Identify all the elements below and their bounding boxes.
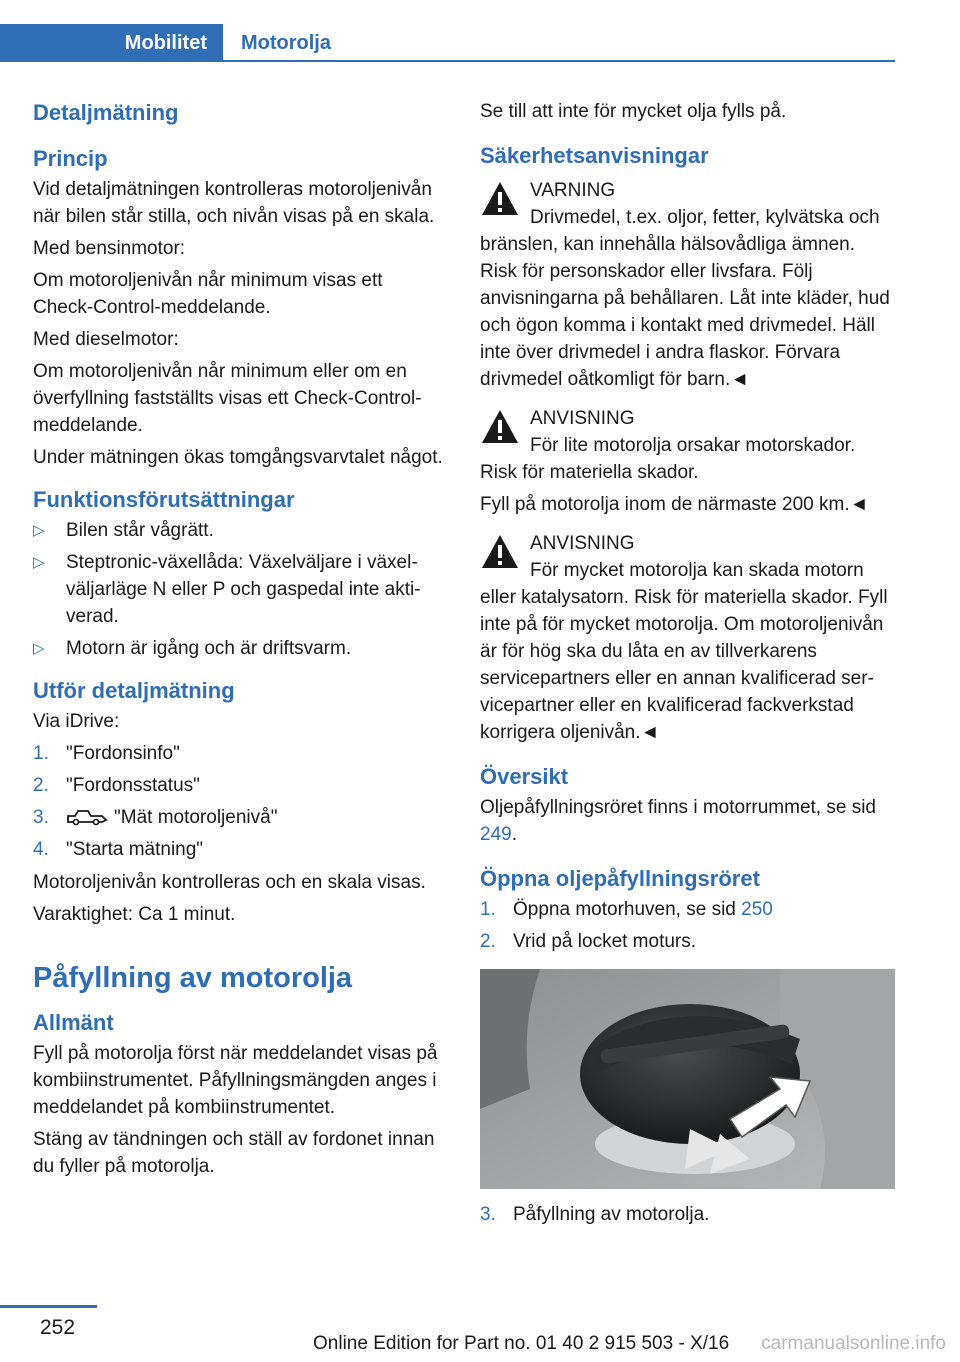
list-item: 2. "Fordonsstatus" bbox=[33, 775, 200, 796]
tab-motorolja[interactable]: Motorolja bbox=[241, 31, 331, 54]
heading-sakerhetsanvisningar: Säkerhetsanvisningar bbox=[480, 143, 709, 168]
page-link-249[interactable]: 249 bbox=[480, 824, 512, 845]
heading-funktionsforutsattningar: Funktionsförutsättningar bbox=[33, 487, 295, 512]
notice-block bbox=[480, 405, 896, 518]
list-item: 1. Öppna motorhuven, se sid 250 bbox=[480, 899, 773, 920]
warning-triangle-icon bbox=[480, 532, 520, 572]
oil-filler-cap-photo bbox=[480, 969, 895, 1189]
right-column bbox=[480, 98, 896, 1234]
list-item: 3. Påfyllning av motorolja. bbox=[480, 1204, 710, 1225]
list-item: 1. "Fordonsinfo" bbox=[33, 743, 180, 764]
left-column bbox=[33, 98, 446, 1185]
triangle-bullet-icon: ▷ bbox=[33, 554, 45, 571]
heading-pafyllning: Påfyllning av motorolja bbox=[33, 962, 353, 994]
warning-triangle-icon bbox=[480, 179, 520, 219]
car-oil-level-icon bbox=[66, 808, 108, 826]
triangle-bullet-icon: ▷ bbox=[33, 522, 45, 539]
notice-block bbox=[480, 530, 896, 746]
header-rule bbox=[0, 60, 895, 62]
tab-mobilitet[interactable]: Mobilitet bbox=[0, 24, 223, 62]
triangle-bullet-icon: ▷ bbox=[33, 640, 45, 657]
warning-triangle-icon bbox=[480, 407, 520, 447]
heading-utfor-detaljmatning: Utför detaljmätning bbox=[33, 678, 235, 703]
watermark: carmanualsonline.info bbox=[761, 1333, 946, 1354]
warning-title: VARNING bbox=[530, 180, 616, 201]
paragraph-allmant: Fyll på motorolja först när meddelandet visas på kombiinstrumentet. Påfyllningsmängden anges i meddelandet på kombiinstrumentet. bbox=[33, 1043, 438, 1118]
label-bensinmotor: Med bensinmotor: bbox=[33, 238, 186, 259]
paragraph-skala: Motoroljenivån kontrolleras och en skala visas. bbox=[33, 872, 426, 893]
paragraph-varvtal: Under mätningen ökas tomgångsvarvtalet något. bbox=[33, 447, 443, 468]
list-item: 4. "Starta mätning" bbox=[33, 839, 204, 860]
paragraph-via-idrive: Via iDrive: bbox=[33, 711, 120, 732]
footer-rule bbox=[0, 1305, 97, 1308]
idrive-steps bbox=[33, 740, 446, 863]
label-dieselmotor: Med dieselmotor: bbox=[33, 329, 179, 350]
edition-text: Online Edition for Part no. 01 40 2 915 503 - X/16 bbox=[313, 1333, 730, 1354]
paragraph-intro: Se till att inte för mycket olja fylls på. bbox=[480, 101, 787, 122]
prerequisite-list bbox=[33, 517, 446, 662]
heading-allmant: Allmänt bbox=[33, 1010, 114, 1035]
page-link-250[interactable]: 250 bbox=[741, 899, 773, 920]
heading-detaljmatning: Detaljmätning bbox=[33, 100, 179, 125]
heading-oppna-oljepafyllningsroret: Öppna oljepåfyllningsröret bbox=[480, 866, 760, 891]
list-item: ▷ Bilen står vågrätt. bbox=[33, 517, 446, 544]
notice-text: För lite motorolja orsakar motorskador. Risk för materiella skador. bbox=[480, 435, 856, 483]
list-item: 2. Vrid på locket moturs. bbox=[480, 931, 697, 952]
list-item: ▷ Motorn är igång och är driftsvarm. bbox=[33, 635, 446, 662]
warning-text: Drivmedel, t.ex. oljor, fetter, kylvätska och bränslen, kan innehålla hälsovådliga ämnen. Risk för personskador eller livsfara. Följ anvisningarna på behållaren. Låt inte kläder, hud och ögon komma i kontakt med drivmedel. Häll inte över drivmedel i andra flaskor. Förvara drivmedel oåtkomligt för barn.◄ bbox=[480, 207, 890, 390]
paragraph-princip: Vid detaljmätningen kontrolleras motoroljenivån när bilen står stilla, och nivån visas på en skala. bbox=[33, 179, 435, 227]
notice-title: ANVISNING bbox=[530, 533, 635, 554]
open-steps bbox=[480, 896, 896, 955]
warning-block bbox=[480, 177, 896, 393]
notice-extra: Fyll på motorolja inom de närmaste 200 km.◄ bbox=[480, 494, 869, 515]
heading-oversikt: Översikt bbox=[480, 764, 569, 789]
list-item: 3. "Mät motoroljenivå" bbox=[33, 807, 278, 828]
notice-text: För mycket motorolja kan skada motorn eller katalysatorn. Risk för materiella skador. Fyll inte på för mycket motorolja. Om motoroljenivån är för hög ska du låta en av tillverkarens servicepartners eller en annan kvalificerad servicepartner eller en kvalificerad fackverkstad korrigera oljenivån.◄ bbox=[480, 560, 888, 743]
notice-title: ANVISNING bbox=[530, 408, 635, 429]
paragraph-bensinmotor: Om motoroljenivån når minimum visas ett Check-Control-meddelande. bbox=[33, 270, 383, 318]
paragraph-stang-av: Stäng av tändningen och ställ av fordonet innan du fyller på motorolja. bbox=[33, 1129, 435, 1177]
paragraph-varaktighet: Varaktighet: Ca 1 minut. bbox=[33, 904, 236, 925]
heading-princip: Princip bbox=[33, 146, 108, 171]
page-number: 252 bbox=[40, 1316, 76, 1339]
list-item: ▷ Steptronic-växellåda: Växelväljare i växelväljarläge N eller P och gaspedal inte aktiverad. bbox=[33, 549, 446, 630]
open-steps-continued bbox=[480, 1201, 896, 1228]
paragraph-dieselmotor: Om motoroljenivån når minimum eller om en överfyllning fastställts visas ett Check-Control-meddelande. bbox=[33, 361, 422, 436]
paragraph-oversikt: Oljepåfyllningsröret finns i motorrummet, se sid 249. bbox=[480, 797, 876, 845]
